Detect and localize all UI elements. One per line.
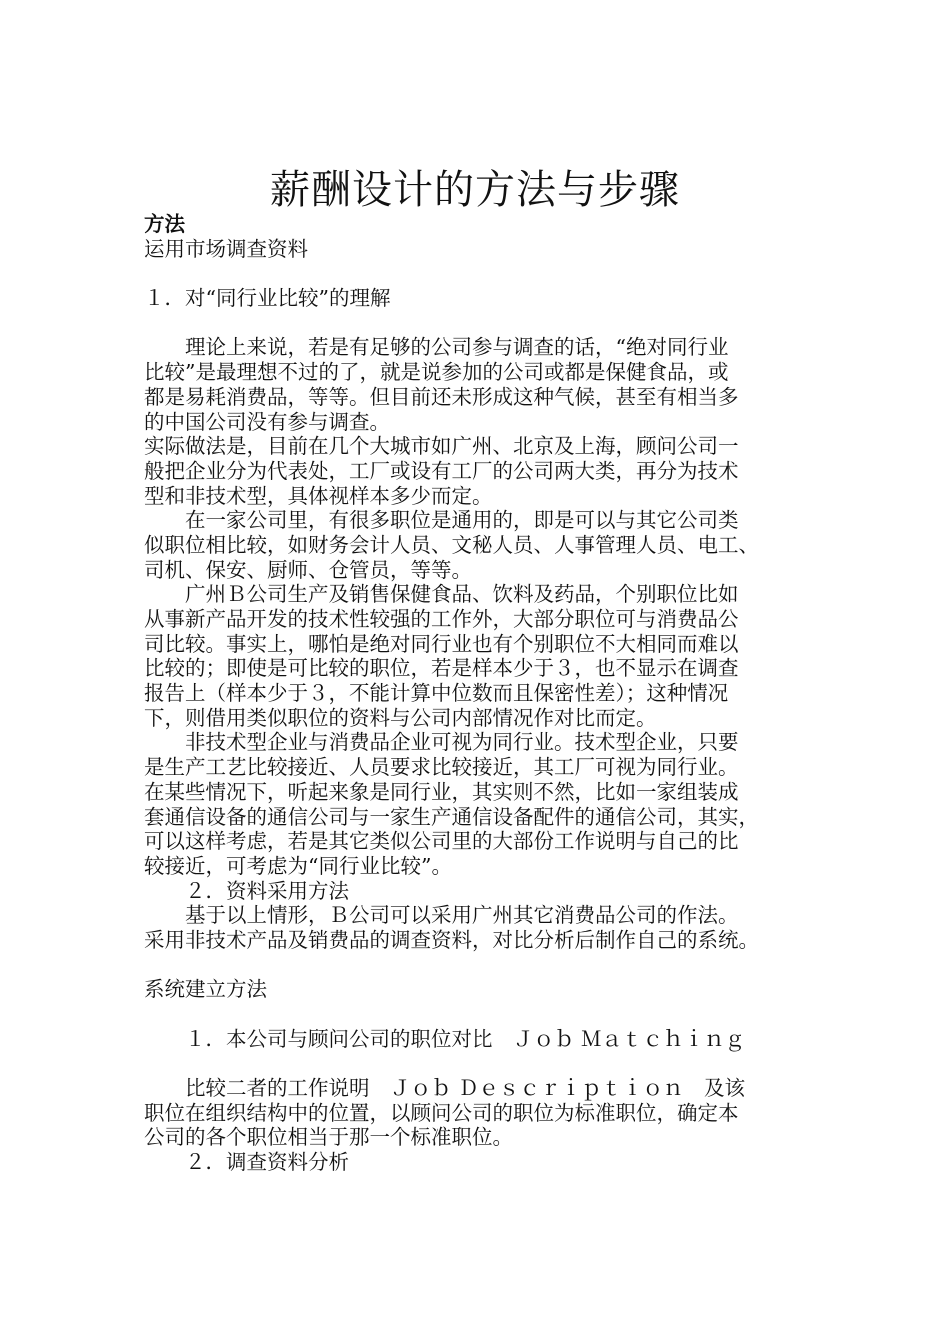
text-line: 的中国公司没有参与调查。 [144, 409, 390, 434]
text-line: 公司的各个职位相当于那一个标准职位。 [144, 1125, 513, 1150]
blank-line [144, 1051, 844, 1076]
text-line: 理论上来说，若是有足够的公司参与调查的话，“绝对同行业 [144, 335, 729, 360]
text-line: 似职位相比较，如财务会计人员、文秘人员、人事管理人员、电工、 [144, 532, 759, 557]
blank-line [144, 953, 844, 978]
text-line: 较接近，可考虑为“同行业比较”。 [144, 853, 452, 878]
paragraph-lines [144, 237, 844, 1175]
document-title: 薪酬设计的方法与步骤 [270, 167, 680, 213]
text-line: 比较”是最理想不过的了，就是说参加的公司或都是保健食品，或 [144, 360, 729, 385]
text-line: 运用市场调查资料 [144, 236, 308, 261]
text-line: 从事新产品开发的技术性较强的工作外，大部分职位可与消费品公 [144, 607, 739, 631]
text-line: 是生产工艺比较接近、人员要求比较接近，其工厂可视为同行业。 [144, 755, 739, 780]
text-line: 系统建立方法 [144, 977, 267, 1002]
text-line: ２．资料采用方法 [144, 878, 349, 903]
text-line: 套通信设备的通信公司与一家生产通信设备配件的通信公司，其实， [144, 804, 759, 829]
text-line: 报告上（样本少于３，不能计算中位数而且保密性差）；这种情况 [144, 681, 729, 706]
text-line: １．本公司与顾问公司的职位对比 Ｊｏｂ Ｍａｔｃｈｉｎｇ [144, 1026, 746, 1051]
text-line: 下，则借用类似职位的资料与公司内部情况作对比而定。 [144, 705, 657, 730]
blank-line [144, 261, 844, 286]
text-line: 比较的；即使是可比较的职位，若是样本少于３，也不显示在调查 [144, 656, 739, 681]
document-body [144, 212, 844, 1175]
section-heading: 方法 [144, 212, 185, 236]
text-line: 在某些情况下，听起来象是同行业，其实则不然，比如一家组装成 [144, 779, 739, 804]
text-line: 司机、保安、厨师、仓管员，等等。 [144, 557, 472, 582]
text-line: 司比较。事实上，哪怕是绝对同行业也有个别职位不大相同而难以 [144, 631, 739, 656]
text-line: 般把企业分为代表处，工厂或设有工厂的公司两大类，再分为技术 [144, 458, 739, 483]
text-line: 广州Ｂ公司生产及销售保健食品、饮料及药品，个别职位比如 [144, 582, 739, 607]
text-line: 实际做法是，目前在几个大城市如广州、北京及上海，顾问公司一 [144, 434, 739, 459]
text-line: 可以这样考虑，若是其它类似公司里的大部份工作说明与自己的比 [144, 829, 739, 854]
text-line: 基于以上情形，Ｂ公司可以采用广州其它消费品公司的作法。 [144, 903, 739, 928]
text-line: 非技术型企业与消费品企业可视为同行业。技术型企业，只要 [144, 730, 739, 755]
text-line: １．对“同行业比较”的理解 [144, 286, 391, 311]
text-line: 职位在组织结构中的位置，以顾问公司的职位为标准职位，确定本 [144, 1100, 739, 1125]
text-line: 都是易耗消费品，等等。但目前还未形成这种气候，甚至有相当多 [144, 384, 739, 409]
text-line: 型和非技术型，具体视样本多少而定。 [144, 483, 493, 508]
blank-line [144, 1002, 844, 1027]
text-line: 在一家公司里，有很多职位是通用的，即是可以与其它公司类 [144, 508, 739, 533]
text-line: 比较二者的工作说明 Ｊｏｂ Ｄｅｓｃｒｉｐｔｉｏｎ 及该 [144, 1076, 746, 1101]
text-line: ２．调查资料分析 [144, 1150, 349, 1175]
text-line: 采用非技术产品及销费品的调查资料，对比分析后制作自己的系统。 [144, 927, 759, 952]
blank-line [144, 311, 844, 336]
